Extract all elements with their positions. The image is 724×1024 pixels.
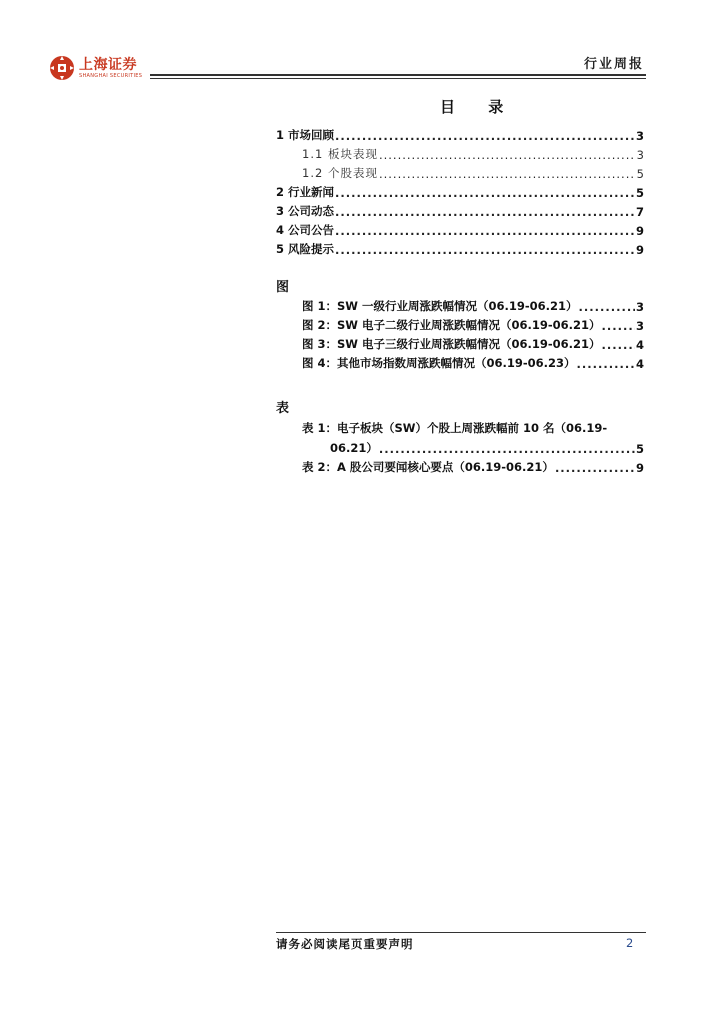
toc-entry-label: 4 公司公告 (276, 223, 335, 237)
toc-title: 目 录 (440, 98, 518, 116)
dot-leader (579, 300, 635, 314)
shanghai-securities-logo-icon (49, 55, 75, 81)
figure-entry[interactable] (276, 334, 644, 352)
logo-english-name: SHANGHAI SECURITIES (79, 72, 143, 79)
figure-entry-page: 4 (635, 357, 644, 371)
figures-heading: 图 (276, 280, 290, 295)
header-divider (150, 74, 646, 76)
footer-disclaimer: 请务必阅读尾页重要声明 (276, 937, 414, 951)
toc-entry-label: 1.2 个股表现 (302, 166, 378, 180)
figure-entry-page: 3 (635, 300, 644, 314)
figure-entry-page: 3 (635, 319, 644, 333)
toc-entry-page: 3 (636, 148, 644, 162)
footer-divider (276, 932, 646, 933)
figure-entry-label: 图 3：SW 电子三级行业周涨跌幅情况（06.19-06.21） (302, 337, 601, 351)
company-logo (49, 55, 142, 81)
dot-leader (335, 205, 635, 219)
table-entry-label: 表 1：电子板块（SW）个股上周涨跌幅前 10 名（06.19- (302, 421, 608, 435)
toc-entry[interactable] (276, 125, 644, 143)
dot-leader (555, 461, 635, 475)
figure-entry[interactable] (276, 296, 644, 314)
table-entry-page: 5 (635, 442, 644, 456)
toc-entry[interactable] (276, 201, 644, 219)
toc-entry[interactable] (276, 220, 644, 238)
toc-entry-label: 1 市场回顾 (276, 128, 335, 142)
dot-leader (335, 243, 635, 257)
figure-entry-label: 图 2：SW 电子二级行业周涨跌幅情况（06.19-06.21） (302, 318, 601, 332)
dot-leader (379, 148, 636, 162)
dot-leader (602, 338, 635, 352)
dot-leader (379, 167, 636, 181)
toc-entry-page: 3 (635, 129, 644, 143)
toc-entry-label: 1.1 板块表现 (302, 147, 378, 161)
dot-leader (577, 357, 635, 371)
toc-entry-page: 9 (635, 243, 644, 257)
figure-entry-label: 图 4：其他市场指数周涨跌幅情况（06.19-06.23） (302, 356, 576, 370)
figure-entry-label: 图 1：SW 一级行业周涨跌幅情况（06.19-06.21） (302, 299, 578, 313)
toc-entry[interactable] (276, 182, 644, 200)
tables-heading: 表 (276, 401, 290, 416)
page-number: 2 (626, 936, 634, 950)
toc-entry[interactable] (276, 163, 644, 181)
toc-entry-page: 5 (636, 167, 644, 181)
toc-entry-label: 5 风险提示 (276, 242, 335, 256)
header-divider-thin (150, 78, 646, 79)
dot-leader (379, 442, 635, 456)
toc-entry[interactable] (276, 239, 644, 257)
toc-entry-label: 2 行业新闻 (276, 185, 335, 199)
toc-entry-page: 9 (635, 224, 644, 238)
figure-entry-page: 4 (635, 338, 644, 352)
toc-entry[interactable] (276, 144, 644, 162)
logo-chinese-name: 上海证券 (79, 56, 137, 73)
dot-leader (602, 319, 635, 333)
toc-entry-label: 3 公司动态 (276, 204, 335, 218)
table-entry-line1[interactable] (276, 418, 644, 436)
report-type-label: 行业周报 (583, 57, 644, 72)
dot-leader (335, 224, 635, 238)
page-header (0, 0, 724, 90)
toc-entry-page: 5 (635, 186, 644, 200)
table-entry[interactable] (276, 457, 644, 475)
table-entry-label: 表 2：A 股公司要闻核心要点（06.19-06.21） (302, 460, 554, 474)
table-entry-label-continued: 06.21） (330, 441, 378, 455)
toc-entry-page: 7 (635, 205, 644, 219)
table-entry-page: 9 (635, 461, 644, 475)
dot-leader (335, 186, 635, 200)
dot-leader (335, 129, 635, 143)
table-entry[interactable] (276, 438, 644, 456)
figure-entry[interactable] (276, 315, 644, 333)
figure-entry[interactable] (276, 353, 644, 371)
